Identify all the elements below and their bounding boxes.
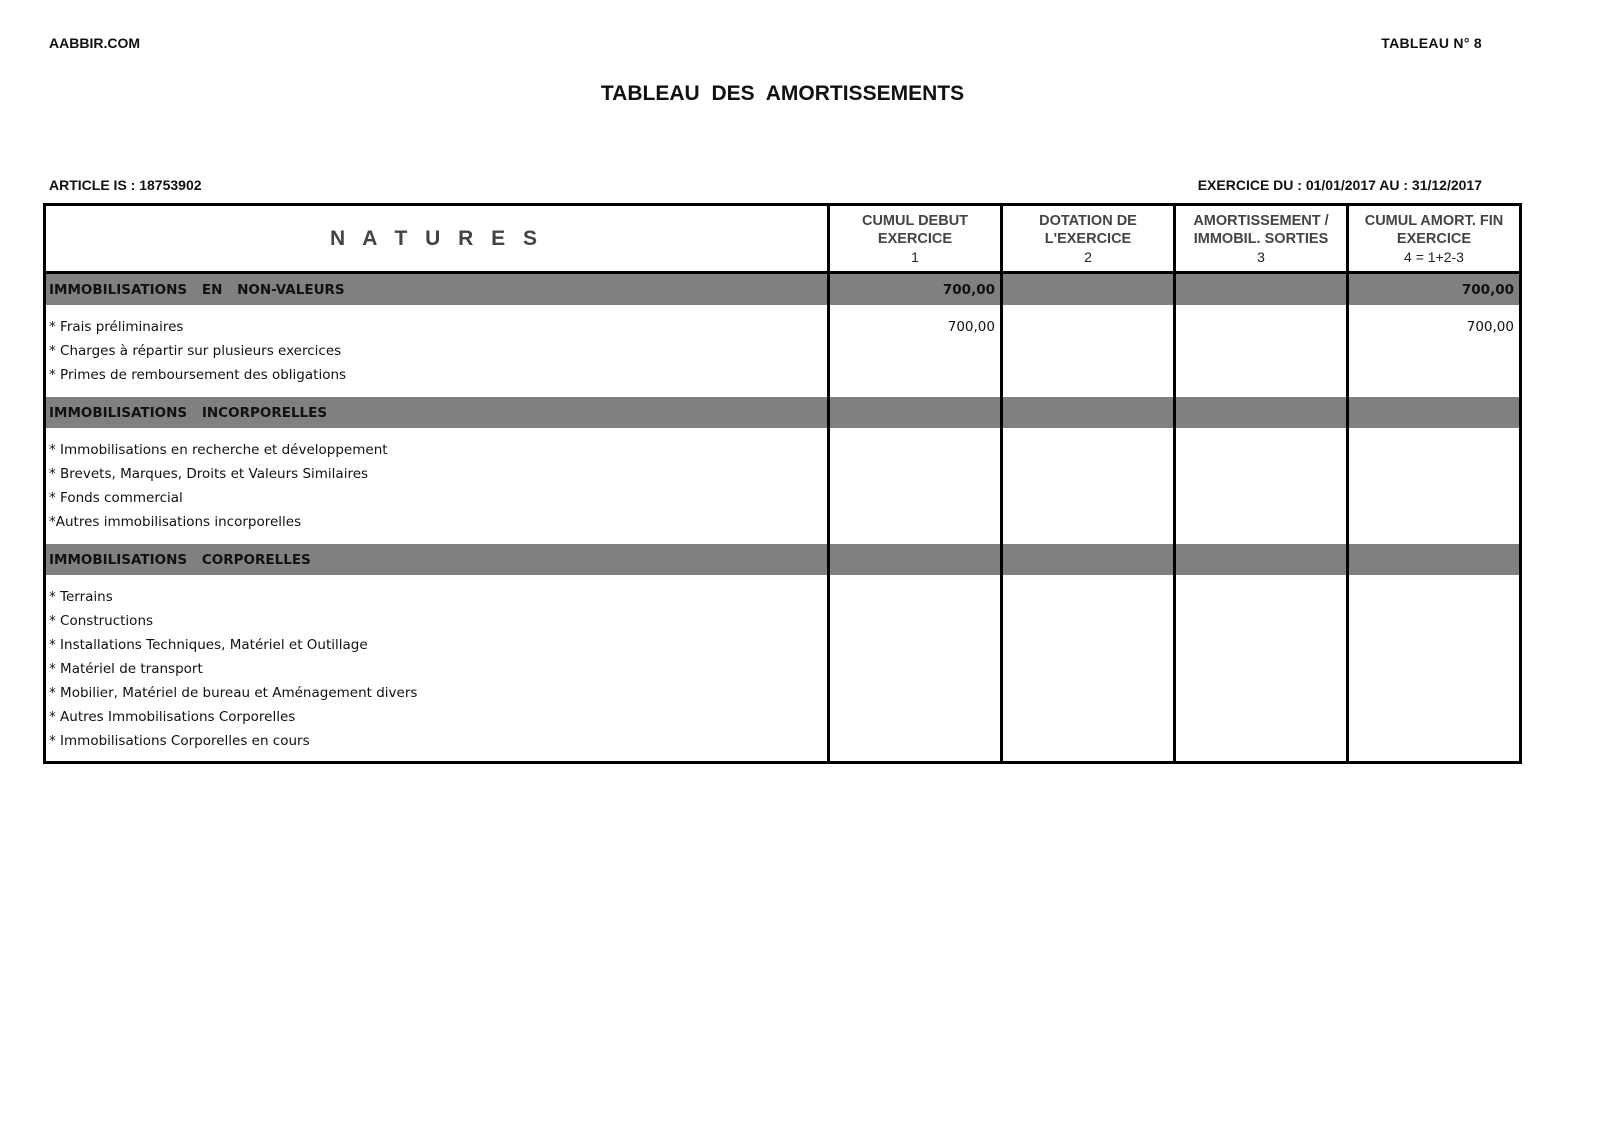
header-dotation <box>1002 205 1175 273</box>
row-label: * Matériel de transport <box>49 661 203 677</box>
header-amortissement-line2: IMMOBIL. SORTIES <box>1193 230 1329 247</box>
header-cumul-fin <box>1348 205 1521 273</box>
table-row <box>45 633 1521 657</box>
table-header-row <box>45 205 1521 273</box>
row-cumul-fin <box>1348 657 1521 681</box>
row-cumul-debut <box>829 575 1002 609</box>
header-amortissement-sorties <box>1175 205 1348 273</box>
header-dotation-num: 2 <box>1084 248 1092 265</box>
section-label: IMMOBILISATIONS EN NON-VALEURS <box>45 273 829 306</box>
section-cumul-debut <box>829 544 1002 575</box>
table-row <box>45 462 1521 486</box>
row-cumul-fin <box>1348 486 1521 510</box>
row-label: * Fonds commercial <box>49 490 183 506</box>
header-cumul-debut-line1: CUMUL DEBUT <box>861 212 969 229</box>
row-cumul-fin <box>1348 363 1521 397</box>
row-label: * Installations Techniques, Matériel et Outillage <box>49 637 368 653</box>
row-cumul-debut: 700,00 <box>829 305 1002 339</box>
table-row <box>45 575 1521 609</box>
row-amortissement <box>1175 705 1348 729</box>
section-cumul-fin: 700,00 <box>1348 273 1521 306</box>
row-amortissement <box>1175 575 1348 609</box>
section-label: IMMOBILISATIONS INCORPORELLES <box>45 397 829 428</box>
header-cumul-fin-line2: EXERCICE <box>1396 230 1472 247</box>
header-cumul-fin-line1: CUMUL AMORT. FIN <box>1364 212 1504 229</box>
row-dotation <box>1002 657 1175 681</box>
row-amortissement <box>1175 305 1348 339</box>
tableau-number: TABLEAU N° 8 <box>1381 35 1482 51</box>
row-dotation <box>1002 363 1175 397</box>
row-amortissement <box>1175 510 1348 544</box>
table-row <box>45 657 1521 681</box>
row-label: * Terrains <box>49 589 113 605</box>
exercice-period: EXERCICE DU : 01/01/2017 AU : 31/12/2017 <box>1197 177 1482 193</box>
section-cumul-debut: 700,00 <box>829 273 1002 306</box>
row-dotation <box>1002 305 1175 339</box>
header-cumul-debut-line2: EXERCICE <box>877 230 953 247</box>
table-row <box>45 339 1521 363</box>
section-corporelles <box>45 544 1521 575</box>
site-name: AABBIR.COM <box>49 35 140 51</box>
row-label: * Constructions <box>49 613 154 629</box>
row-cumul-debut <box>829 657 1002 681</box>
row-amortissement <box>1175 339 1348 363</box>
row-dotation <box>1002 705 1175 729</box>
row-cumul-debut <box>829 339 1002 363</box>
row-cumul-debut <box>829 462 1002 486</box>
page-title: TABLEAU DES AMORTISSEMENTS <box>600 82 965 105</box>
section-dotation <box>1002 397 1175 428</box>
row-cumul-fin: 700,00 <box>1348 305 1521 339</box>
header-dotation-line1: DOTATION DE <box>1039 212 1137 229</box>
row-label: * Autres Immobilisations Corporelles <box>49 709 296 725</box>
row-label: * Immobilisations Corporelles en cours <box>49 733 310 749</box>
row-dotation <box>1002 486 1175 510</box>
row-label: * Frais préliminaires <box>49 319 184 335</box>
header-amortissement-line1: AMORTISSEMENT / <box>1193 212 1329 229</box>
row-label: *Autres immobilisations incorporelles <box>49 514 302 530</box>
row-label: * Mobilier, Matériel de bureau et Aménagement divers <box>49 685 418 701</box>
table-row <box>45 305 1521 339</box>
table-row <box>45 705 1521 729</box>
section-incorporelles <box>45 397 1521 428</box>
row-cumul-fin <box>1348 609 1521 633</box>
row-cumul-debut <box>829 705 1002 729</box>
row-dotation <box>1002 633 1175 657</box>
row-amortissement <box>1175 462 1348 486</box>
row-amortissement <box>1175 681 1348 705</box>
row-amortissement <box>1175 729 1348 763</box>
row-cumul-fin <box>1348 633 1521 657</box>
row-cumul-fin <box>1348 510 1521 544</box>
row-amortissement <box>1175 633 1348 657</box>
row-dotation <box>1002 428 1175 462</box>
table-row <box>45 510 1521 544</box>
table-row <box>45 609 1521 633</box>
section-amortissement <box>1175 397 1348 428</box>
section-dotation <box>1002 273 1175 306</box>
row-cumul-fin <box>1348 428 1521 462</box>
section-label: IMMOBILISATIONS CORPORELLES <box>45 544 829 575</box>
header-dotation-line2: L'EXERCICE <box>1044 230 1132 247</box>
row-amortissement <box>1175 609 1348 633</box>
row-label: * Brevets, Marques, Droits et Valeurs Similaires <box>49 466 369 482</box>
row-amortissement <box>1175 486 1348 510</box>
row-label: * Primes de remboursement des obligations <box>49 367 347 383</box>
row-label: * Immobilisations en recherche et développement <box>49 442 388 458</box>
row-dotation <box>1002 575 1175 609</box>
section-non-valeurs <box>45 273 1521 306</box>
row-dotation <box>1002 609 1175 633</box>
section-cumul-fin <box>1348 397 1521 428</box>
row-cumul-fin <box>1348 681 1521 705</box>
article-is: ARTICLE IS : 18753902 <box>49 177 202 193</box>
row-amortissement <box>1175 363 1348 397</box>
table-row <box>45 729 1521 763</box>
table-row <box>45 486 1521 510</box>
header-cumul-fin-num: 4 = 1+2-3 <box>1404 248 1464 265</box>
row-cumul-fin <box>1348 575 1521 609</box>
row-cumul-debut <box>829 428 1002 462</box>
row-dotation <box>1002 339 1175 363</box>
row-cumul-debut <box>829 633 1002 657</box>
section-cumul-debut <box>829 397 1002 428</box>
row-cumul-debut <box>829 681 1002 705</box>
row-cumul-debut <box>829 486 1002 510</box>
header-amortissement-num: 3 <box>1257 248 1265 265</box>
table-row <box>45 428 1521 462</box>
row-amortissement <box>1175 657 1348 681</box>
row-cumul-fin <box>1348 462 1521 486</box>
table-row <box>45 681 1521 705</box>
table-row <box>45 363 1521 397</box>
row-label: * Charges à répartir sur plusieurs exercices <box>49 343 342 359</box>
row-cumul-debut <box>829 609 1002 633</box>
row-dotation <box>1002 681 1175 705</box>
header-cumul-debut-num: 1 <box>911 248 919 265</box>
row-dotation <box>1002 729 1175 763</box>
row-cumul-fin <box>1348 705 1521 729</box>
header-natures: N A T U R E S <box>45 205 829 273</box>
section-amortissement <box>1175 544 1348 575</box>
row-cumul-debut <box>829 729 1002 763</box>
row-dotation <box>1002 510 1175 544</box>
row-amortissement <box>1175 428 1348 462</box>
row-cumul-debut <box>829 510 1002 544</box>
row-cumul-fin <box>1348 339 1521 363</box>
amortissements-table <box>43 203 1522 764</box>
section-amortissement <box>1175 273 1348 306</box>
header-cumul-debut <box>829 205 1002 273</box>
row-dotation <box>1002 462 1175 486</box>
row-cumul-fin <box>1348 729 1521 763</box>
row-cumul-debut <box>829 363 1002 397</box>
section-dotation <box>1002 544 1175 575</box>
section-cumul-fin <box>1348 544 1521 575</box>
